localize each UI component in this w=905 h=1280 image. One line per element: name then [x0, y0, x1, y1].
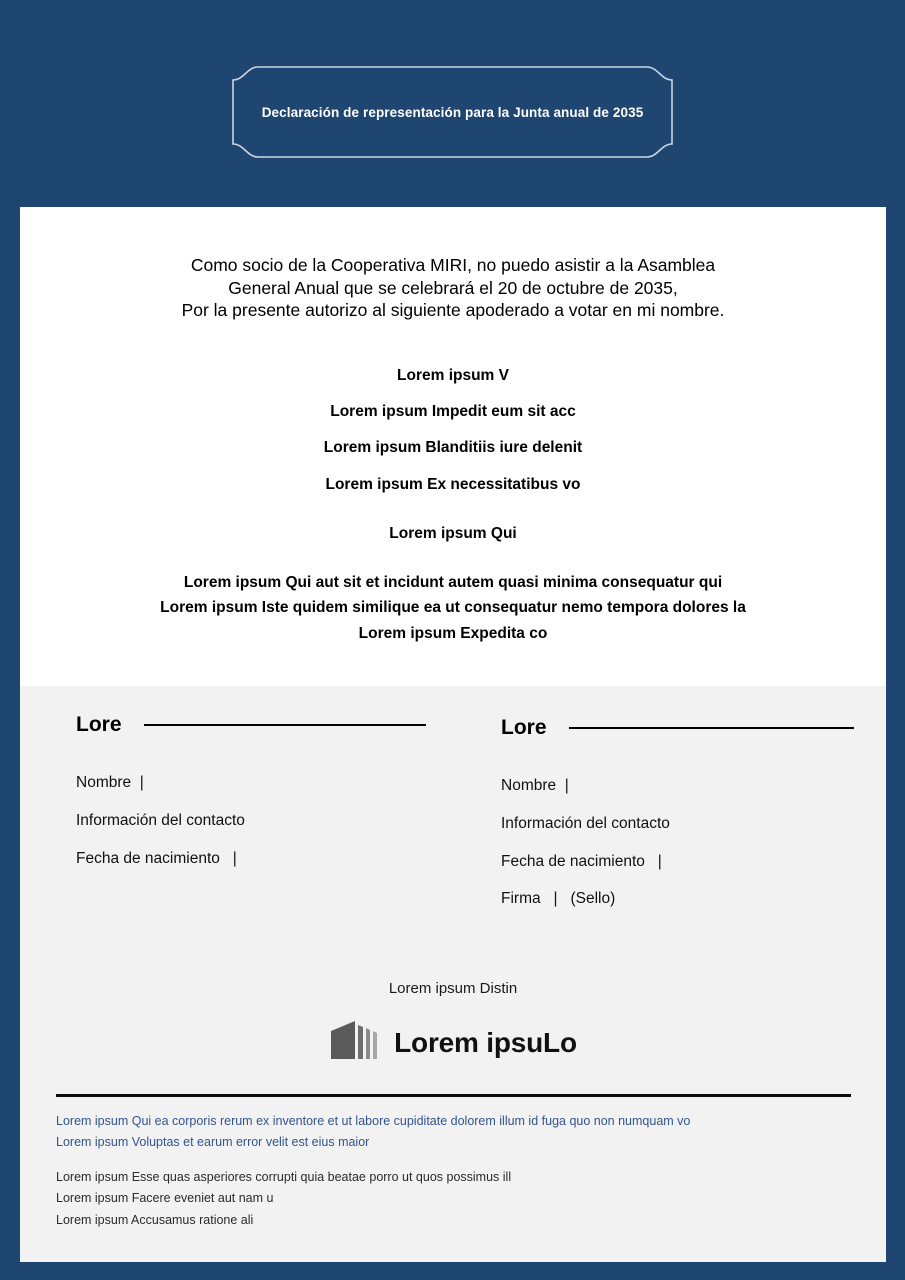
signature-field-signature[interactable]: Firma | (Sello) — [501, 890, 616, 908]
declaration-text — [20, 570, 886, 646]
proxy-line: Lorem ipsum V — [397, 366, 509, 384]
proxy-details — [20, 358, 886, 503]
declaration-line: Lorem ipsum Iste quidem similique ea ut consequatur nemo tempora dolores la — [160, 599, 746, 617]
footer-meta-line: Lorem ipsum Esse quas asperiores corrupti quia beatae porro ut quos possimus ill — [56, 1169, 512, 1184]
document-body — [20, 207, 886, 686]
declaration-line: Lorem ipsum Expedita co — [358, 624, 548, 642]
footer-meta-line: Lorem ipsum Facere eveniet aut nam u — [56, 1191, 274, 1206]
intro-paragraph — [20, 254, 886, 322]
signature-left-header — [76, 713, 443, 737]
signature-block-left — [20, 713, 443, 918]
organization-caption: Lorem ipsum Distin — [388, 980, 518, 998]
proxy-line: Lorem ipsum Blanditiis iure delenit — [323, 439, 583, 457]
signature-left-heading: Lore — [76, 713, 122, 736]
footer-note: Lorem ipsum Qui ea corporis rerum ex inventore et ut labore cupiditate dolorem illum id fuga quo non numquam vo — [56, 1113, 691, 1128]
intro-line-2: General Anual que se celebrará el 20 de octubre de 2035, — [228, 277, 678, 298]
signature-field-birthdate[interactable]: Fecha de nacimiento | — [501, 852, 662, 870]
document-title: Declaración de representación para la Junta anual de 2035 — [261, 104, 644, 120]
footer-meta-block — [56, 1167, 886, 1232]
declaration-heading: Lorem ipsum Qui — [389, 524, 517, 542]
signature-right-heading: Lore — [501, 716, 547, 739]
proxy-line: Lorem ipsum Ex necessitatibus vo — [325, 475, 581, 493]
document-card — [20, 207, 886, 1262]
signature-field-birthdate[interactable]: Fecha de nacimiento | — [76, 849, 237, 867]
signature-columns — [20, 686, 886, 918]
intro-line-3: Por la presente autorizo al siguiente apoderado a votar en mi nombre. — [181, 300, 725, 321]
signature-left-fields — [76, 764, 443, 877]
signature-left-rule — [144, 724, 426, 726]
title-frame — [232, 66, 673, 158]
signature-block-right — [443, 713, 886, 918]
signature-right-header — [501, 716, 886, 740]
signature-section — [20, 686, 886, 1262]
proxy-line: Lorem ipsum Impedit eum sit acc — [330, 403, 576, 421]
signature-right-fields — [501, 767, 886, 918]
building-logo-icon — [329, 1019, 380, 1066]
signature-field-contact[interactable]: Información del contacto — [501, 814, 670, 832]
organization-logo — [20, 1019, 886, 1066]
footer-note: Lorem ipsum Voluptas et earum error velit est eius maior — [56, 1135, 370, 1150]
header-banner — [0, 0, 905, 207]
signature-field-contact[interactable]: Información del contacto — [76, 811, 245, 829]
footer — [20, 1097, 886, 1232]
signature-right-rule — [569, 727, 854, 729]
signature-field-name[interactable]: Nombre | — [501, 777, 569, 794]
signature-field-name[interactable]: Nombre | — [76, 774, 144, 791]
organization-name: Lorem ipsuLo — [394, 1026, 577, 1058]
footer-meta-line: Lorem ipsum Accusamus ratione ali — [56, 1212, 254, 1227]
declaration-line: Lorem ipsum Qui aut sit et incidunt autem quasi minima consequatur qui — [183, 573, 723, 591]
intro-line-1: Como socio de la Cooperativa MIRI, no puedo asistir a la Asamblea — [190, 255, 716, 275]
